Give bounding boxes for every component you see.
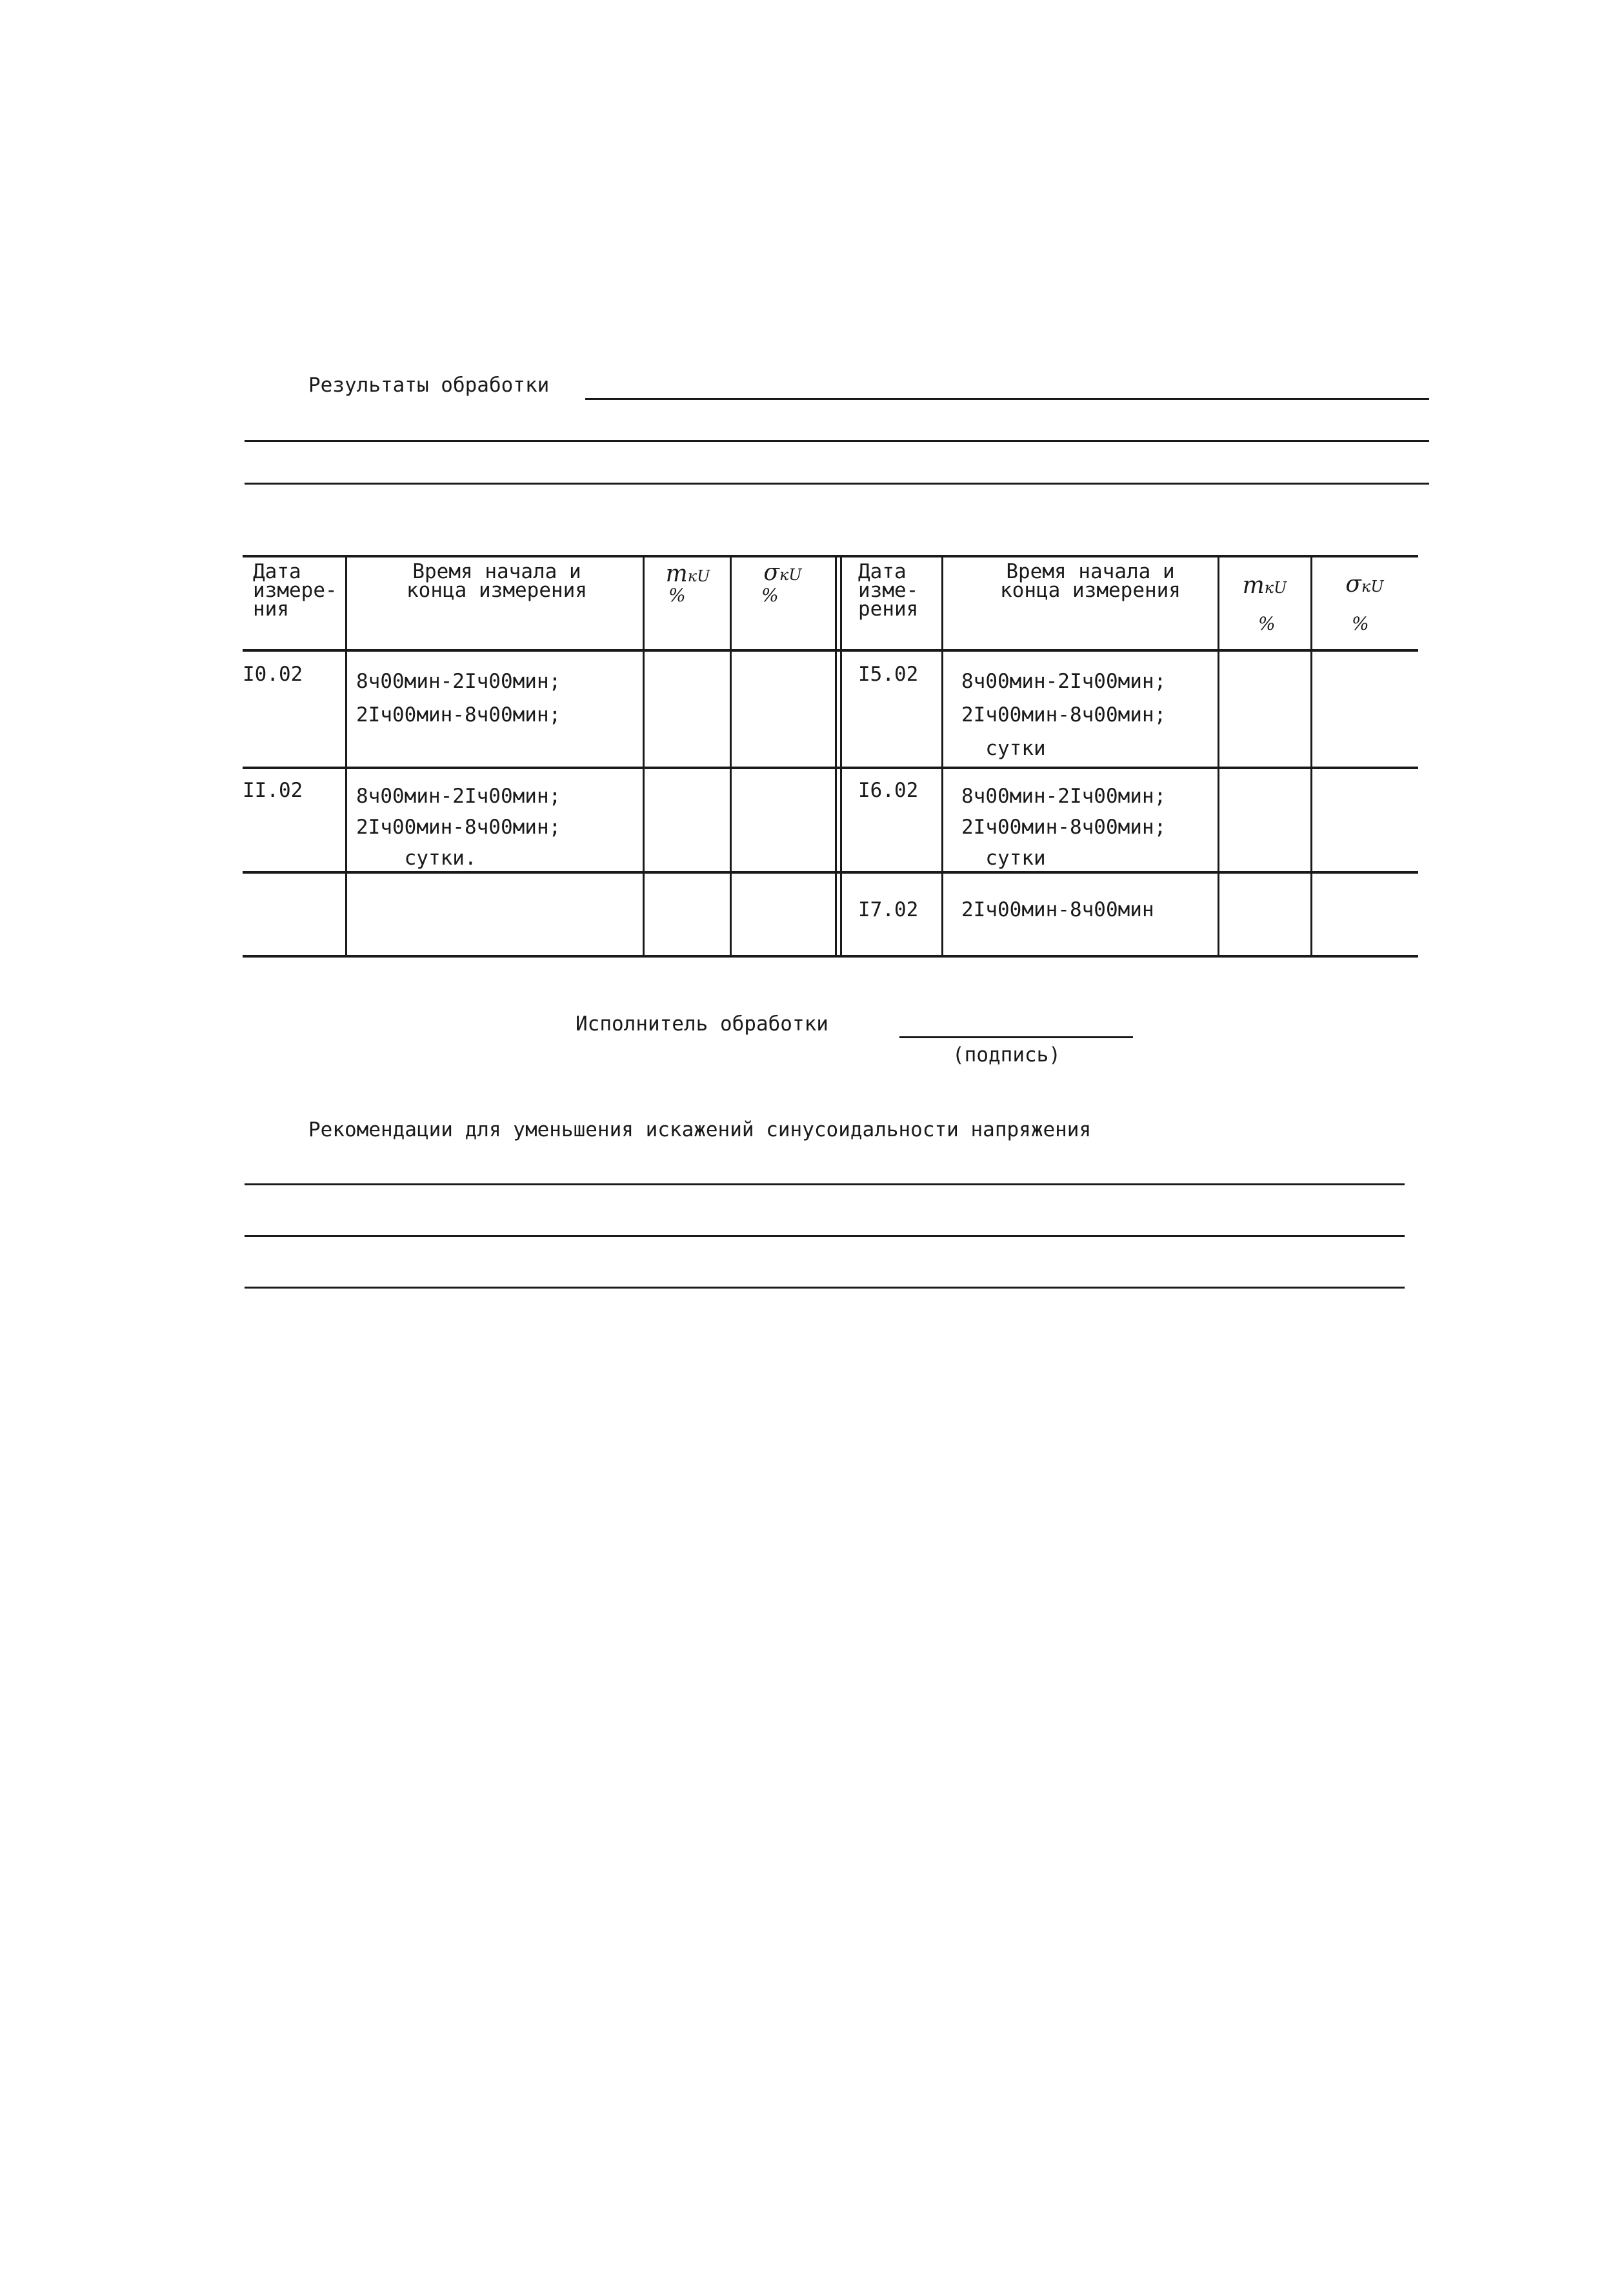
header-time: Время начала и конца измерения	[406, 560, 587, 602]
recommendations-fill-line-1[interactable]	[245, 1183, 1405, 1185]
table-row-times: 8ч00мин-2Iч00мин; 2Iч00мин-8ч00мин; сутки	[961, 670, 1167, 760]
table-bottom-border	[243, 955, 1418, 958]
header-time-right: Время начала и конца измерения	[1000, 560, 1181, 602]
table-row-times: 8ч00мин-2Iч00мин; 2Iч00мин-8ч00мин; сутки.	[356, 785, 561, 870]
table-col-divider	[941, 555, 943, 956]
recommendations-fill-line-3[interactable]	[245, 1287, 1405, 1289]
table-row-times: 8ч00мин-2Iч00мин; 2Iч00мин-8ч00мин;	[356, 670, 561, 727]
header-sigma-ku-percent-right: %	[1352, 613, 1369, 634]
table-row-times: 8ч00мин-2Iч00мин; 2Iч00мин-8ч00мин; сутки	[961, 785, 1167, 870]
table-col-divider	[345, 555, 347, 956]
recommendations-label: Рекомендации для уменьшения искажений синусоидальности напряжения	[308, 1118, 1092, 1141]
header-m-ku: mкU	[665, 561, 710, 587]
results-fill-line-1[interactable]	[585, 398, 1429, 400]
recommendations-fill-line-2[interactable]	[245, 1235, 1405, 1237]
table-row-date: I6.02	[858, 779, 919, 802]
table-row-date: II.02	[243, 779, 303, 802]
header-sigma-ku: σкU	[763, 559, 802, 586]
results-label: Результаты обработки	[308, 374, 550, 397]
header-date-right: Дата изме- рения	[858, 560, 919, 621]
results-fill-line-3[interactable]	[245, 483, 1429, 485]
header-m-ku-percent: %	[668, 585, 686, 606]
table-col-divider	[643, 555, 645, 956]
signature-line[interactable]	[899, 1036, 1133, 1038]
table-row-date: I5.02	[858, 663, 919, 686]
header-m-ku-percent-right: %	[1258, 613, 1276, 634]
table-row-times: 2Iч00мин-8ч00мин	[961, 898, 1154, 921]
table-center-double-divider	[840, 555, 842, 956]
table-col-divider	[1310, 555, 1312, 956]
table-row-divider-1	[243, 767, 1418, 769]
table-top-border	[243, 555, 1418, 557]
results-fill-line-2[interactable]	[245, 440, 1429, 442]
table-row-date: I0.02	[243, 663, 303, 686]
table-row-date: I7.02	[858, 898, 919, 921]
signature-caption: (подпись)	[952, 1043, 1061, 1067]
table-col-divider	[730, 555, 732, 956]
table-center-double-divider	[835, 555, 837, 956]
header-sigma-ku-right: σкU	[1345, 571, 1384, 597]
header-sigma-ku-percent: %	[761, 585, 779, 606]
table-col-divider	[1218, 555, 1219, 956]
header-date: Дата измере- ния	[253, 560, 337, 621]
executor-label: Исполнитель обработки	[576, 1012, 828, 1036]
table-header-bottom-border	[243, 649, 1418, 652]
header-m-ku-right: mкU	[1242, 572, 1287, 599]
